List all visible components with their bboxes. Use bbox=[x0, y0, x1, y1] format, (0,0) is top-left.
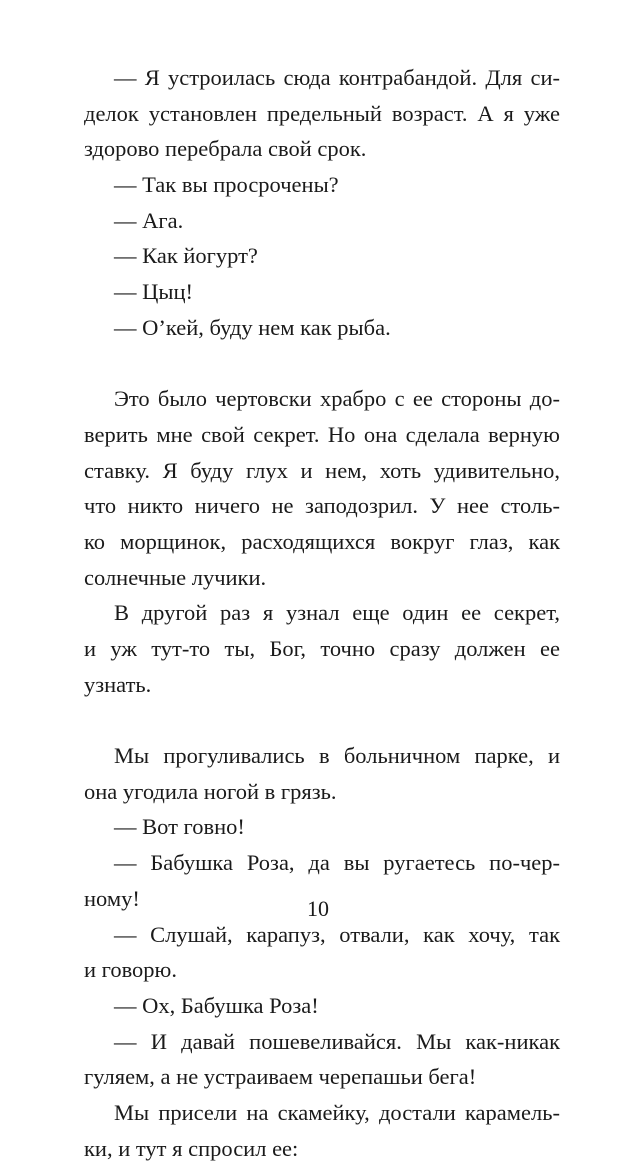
page-text-block bbox=[84, 60, 560, 1166]
text-line: она угодила ногой в грязь. bbox=[84, 778, 337, 804]
text-line: — Слушай, карапуз, отвали, как хочу, так bbox=[114, 921, 560, 947]
text-line: — Ох, Бабушка Роза! bbox=[114, 992, 319, 1018]
paragraph-spacer bbox=[84, 346, 560, 382]
paragraph-spacer bbox=[84, 702, 560, 738]
paragraph bbox=[84, 60, 560, 167]
text-line: гуляем, а не устраиваем черепашьи бега! bbox=[84, 1064, 477, 1090]
text-line: Это было чертовски храбро с ее стороны до- bbox=[114, 386, 560, 412]
paragraph bbox=[84, 203, 560, 239]
paragraph bbox=[84, 1095, 560, 1166]
text-line: — Как йогурт? bbox=[114, 243, 258, 269]
text-line: — Бабушка Роза, да вы ругаетесь по-чер- bbox=[114, 850, 560, 876]
text-line: солнечные лучики. bbox=[84, 564, 267, 590]
paragraph bbox=[84, 738, 560, 809]
text-line: — Вот говно! bbox=[114, 814, 245, 840]
text-line: ки, и тут я спросил ее: bbox=[84, 1135, 299, 1161]
paragraph bbox=[84, 381, 560, 595]
text-line: — Я устроилась сюда контрабандой. Для си- bbox=[114, 65, 560, 90]
text-line: узнать. bbox=[84, 671, 152, 697]
paragraph bbox=[84, 310, 560, 346]
paragraph bbox=[84, 274, 560, 310]
text-line: — Цыц! bbox=[114, 279, 194, 305]
text-line: Мы присели на скамейку, достали карамель- bbox=[114, 1099, 560, 1125]
text-line: ставку. Я буду глух и нем, хоть удивительно, bbox=[84, 457, 560, 483]
text-line: здорово перебрала свой срок. bbox=[84, 136, 367, 162]
text-line: — О’кей, буду нем как рыба. bbox=[114, 314, 391, 340]
text-line: В другой раз я узнал еще один ее секрет, bbox=[114, 600, 560, 626]
paragraph bbox=[84, 988, 560, 1024]
text-line: и уж тут-то ты, Бог, точно сразу должен ее bbox=[84, 636, 560, 661]
page-number: 10 bbox=[307, 896, 329, 921]
text-line: — Ага. bbox=[114, 207, 184, 233]
paragraph bbox=[84, 238, 560, 274]
text-line: верить мне свой секрет. Но она сделала верную bbox=[84, 421, 560, 447]
paragraph bbox=[84, 1024, 560, 1095]
text-line: — И давай пошевеливайся. Мы как-никак bbox=[114, 1028, 560, 1054]
text-line: ко морщинок, расходящихся вокруг глаз, как bbox=[84, 528, 560, 554]
text-line: что никто ничего не заподозрил. У нее столь- bbox=[84, 493, 560, 519]
paragraph bbox=[84, 595, 560, 702]
text-line: ному! bbox=[84, 885, 140, 911]
text-line: и говорю. bbox=[84, 957, 177, 983]
text-line: делок установлен предельный возраст. А я уже bbox=[84, 100, 560, 126]
paragraph bbox=[84, 917, 560, 988]
paragraph bbox=[84, 167, 560, 203]
paragraph bbox=[84, 809, 560, 845]
text-line: — Так вы просрочены? bbox=[114, 172, 339, 198]
text-line: Мы прогуливались в больничном парке, и bbox=[114, 743, 560, 769]
